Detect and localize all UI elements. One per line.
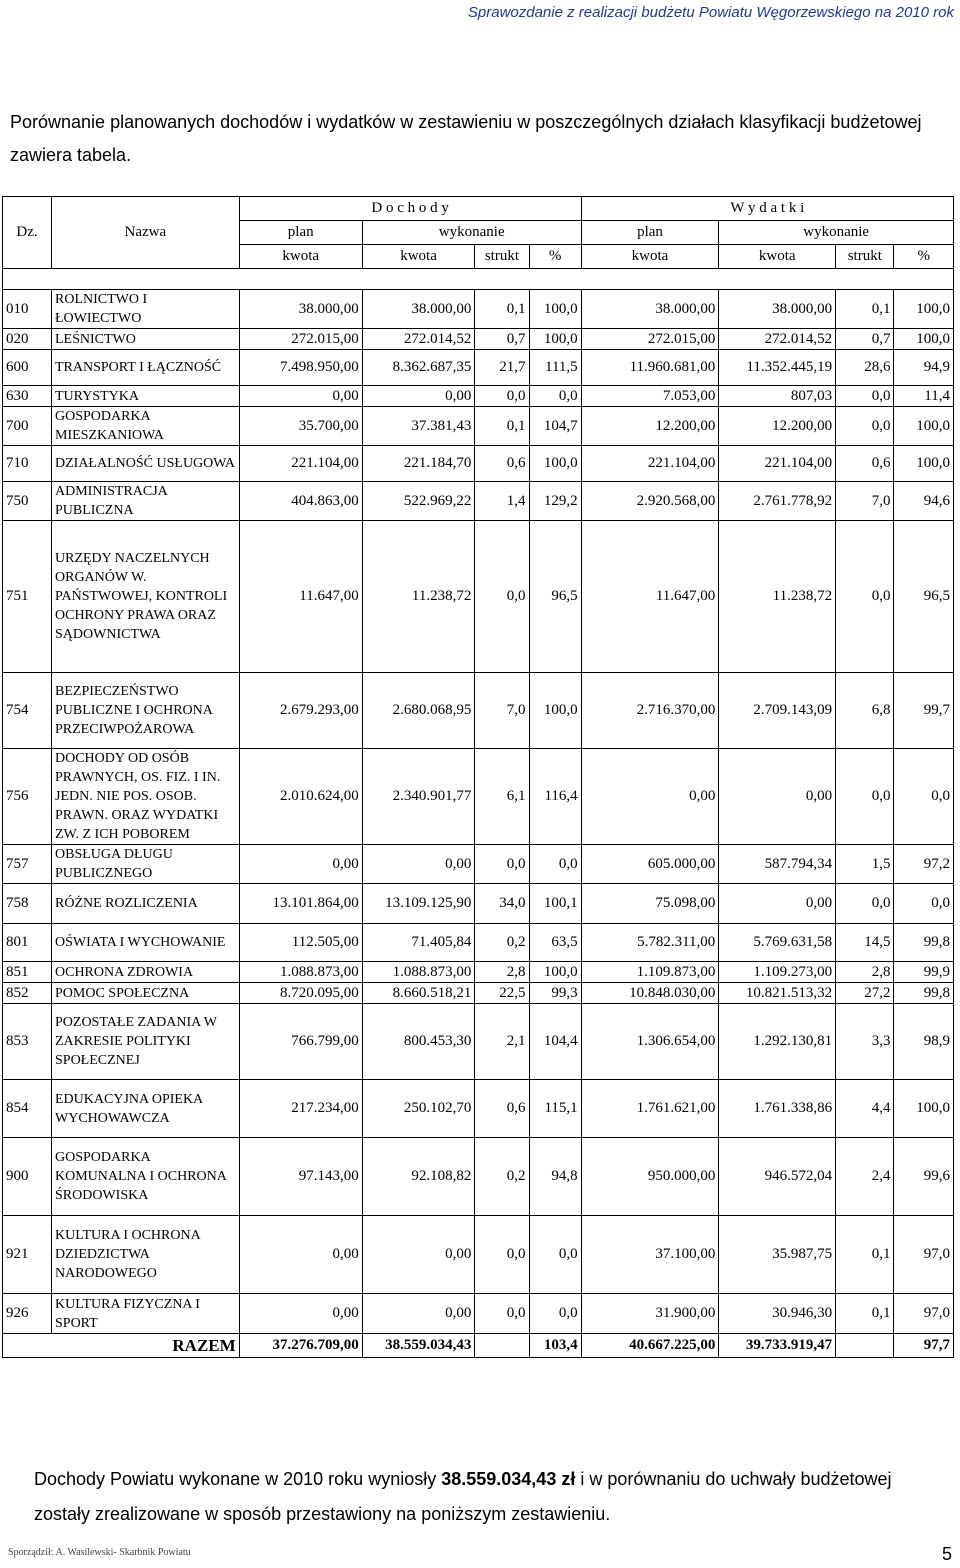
table-row — [3, 386, 954, 407]
table-row — [3, 446, 954, 482]
budget-comparison-table — [2, 196, 954, 1358]
row-w-plan: 37.100,00 — [581, 1216, 719, 1294]
row-d-plan: 221.104,00 — [239, 446, 362, 482]
row-name: DOCHODY OD OSÓB PRAWNYCH, OS. FIZ. I IN. JEDN. NIE POS. OSOB. PRAWN. ORAZ WYDATKI ZW. Z ICH POBOREM — [52, 749, 240, 845]
header-w-wykonanie: wykonanie — [719, 221, 954, 245]
row-d-str: 0,0 — [475, 521, 529, 673]
row-d-str: 2,8 — [475, 962, 529, 983]
row-w-plan: 2.920.568,00 — [581, 482, 719, 521]
row-d-plan: 0,00 — [239, 386, 362, 407]
row-w-plan: 11.647,00 — [581, 521, 719, 673]
row-w-wyk: 35.987,75 — [719, 1216, 836, 1294]
intro-paragraph: Porównanie planowanych dochodów i wydatków w zestawieniu w poszczególnych działach klasyfikacji budżetowej zawiera tabela. — [10, 112, 922, 165]
row-d-pct: 104,4 — [529, 1004, 581, 1080]
spacer-row — [3, 269, 954, 290]
row-d-pct: 63,5 — [529, 924, 581, 962]
page-number: 5 — [941, 1544, 952, 1564]
summary-text-before: Dochody Powiatu wykonane w 2010 roku wyniosły — [34, 1469, 442, 1489]
row-w-wyk: 0,00 — [719, 884, 836, 924]
table-row — [3, 884, 954, 924]
row-d-wyk: 2.340.901,77 — [362, 749, 475, 845]
row-d-str: 2,1 — [475, 1004, 529, 1080]
row-dz: 700 — [3, 407, 52, 446]
row-w-str: 0,0 — [836, 521, 894, 673]
row-w-wyk: 11.238,72 — [719, 521, 836, 673]
table-row — [3, 407, 954, 446]
header-w-strukt: strukt — [836, 245, 894, 269]
row-w-plan: 950.000,00 — [581, 1138, 719, 1216]
row-d-pct: 116,4 — [529, 749, 581, 845]
row-w-str: 0,0 — [836, 884, 894, 924]
row-name: POMOC SPOŁECZNA — [52, 983, 240, 1004]
total-w-str — [836, 1334, 894, 1358]
row-d-str: 0,7 — [475, 329, 529, 350]
row-w-str: 0,0 — [836, 749, 894, 845]
row-w-pct: 98,9 — [894, 1004, 954, 1080]
row-d-wyk: 92.108,82 — [362, 1138, 475, 1216]
row-d-pct: 100,0 — [529, 673, 581, 749]
row-d-pct: 100,1 — [529, 884, 581, 924]
row-w-plan: 10.848.030,00 — [581, 983, 719, 1004]
row-name: LEŚNICTWO — [52, 329, 240, 350]
row-dz: 900 — [3, 1138, 52, 1216]
row-w-plan: 272.015,00 — [581, 329, 719, 350]
total-w-plan: 40.667.225,00 — [581, 1334, 719, 1358]
row-name: RÓŻNE ROZLICZENIA — [52, 884, 240, 924]
row-w-pct: 99,7 — [894, 673, 954, 749]
row-dz: 921 — [3, 1216, 52, 1294]
row-name: ADMINISTRACJA PUBLICZNA — [52, 482, 240, 521]
header-d-wykonanie: wykonanie — [362, 221, 581, 245]
row-w-pct: 99,6 — [894, 1138, 954, 1216]
header-w-plan-kwota: kwota — [581, 245, 719, 269]
row-name: GOSPODARKA KOMUNALNA I OCHRONA ŚRODOWISKA — [52, 1138, 240, 1216]
table-body — [3, 269, 954, 1334]
row-w-str: 14,5 — [836, 924, 894, 962]
row-d-pct: 104,7 — [529, 407, 581, 446]
row-w-pct: 100,0 — [894, 446, 954, 482]
row-w-str: 6,8 — [836, 673, 894, 749]
header-d-plan-kwota: kwota — [239, 245, 362, 269]
row-d-wyk: 0,00 — [362, 845, 475, 884]
row-d-plan: 112.505,00 — [239, 924, 362, 962]
row-d-pct: 100,0 — [529, 446, 581, 482]
row-d-plan: 13.101.864,00 — [239, 884, 362, 924]
row-w-plan: 1.109.873,00 — [581, 962, 719, 983]
row-name: KULTURA FIZYCZNA I SPORT — [52, 1294, 240, 1334]
table-row — [3, 749, 954, 845]
row-w-wyk: 807,03 — [719, 386, 836, 407]
row-w-plan: 221.104,00 — [581, 446, 719, 482]
row-dz: 758 — [3, 884, 52, 924]
total-d-wyk: 38.559.034,43 — [362, 1334, 475, 1358]
table-row — [3, 845, 954, 884]
header-d-wyk-kwota: kwota — [362, 245, 475, 269]
row-d-pct: 96,5 — [529, 521, 581, 673]
row-w-plan: 31.900,00 — [581, 1294, 719, 1334]
total-d-plan: 37.276.709,00 — [239, 1334, 362, 1358]
row-name: URZĘDY NACZELNYCH ORGANÓW W. PAŃSTWOWEJ, KONTROLI OCHRONY PRAWA ORAZ SĄDOWNICTWA — [52, 521, 240, 673]
row-w-plan: 5.782.311,00 — [581, 924, 719, 962]
table-row — [3, 1294, 954, 1334]
row-d-str: 21,7 — [475, 350, 529, 386]
row-d-str: 0,1 — [475, 407, 529, 446]
total-d-pct: 103,4 — [529, 1334, 581, 1358]
row-d-wyk: 38.000,00 — [362, 290, 475, 329]
row-w-plan: 11.960.681,00 — [581, 350, 719, 386]
row-w-wyk: 946.572,04 — [719, 1138, 836, 1216]
row-w-wyk: 30.946,30 — [719, 1294, 836, 1334]
row-d-wyk: 8.362.687,35 — [362, 350, 475, 386]
row-w-plan: 75.098,00 — [581, 884, 719, 924]
header-w-wyk-kwota: kwota — [719, 245, 836, 269]
row-d-plan: 1.088.873,00 — [239, 962, 362, 983]
row-dz: 801 — [3, 924, 52, 962]
table-row — [3, 673, 954, 749]
row-d-str: 6,1 — [475, 749, 529, 845]
row-d-plan: 8.720.095,00 — [239, 983, 362, 1004]
row-d-plan: 0,00 — [239, 845, 362, 884]
row-d-plan: 272.015,00 — [239, 329, 362, 350]
row-d-plan: 97.143,00 — [239, 1138, 362, 1216]
row-w-wyk: 0,00 — [719, 749, 836, 845]
row-d-str: 0,0 — [475, 845, 529, 884]
row-w-pct: 100,0 — [894, 290, 954, 329]
table-row — [3, 329, 954, 350]
row-name: DZIAŁALNOŚĆ USŁUGOWA — [52, 446, 240, 482]
table-row — [3, 1216, 954, 1294]
row-d-wyk: 11.238,72 — [362, 521, 475, 673]
row-w-str: 0,1 — [836, 1294, 894, 1334]
row-w-wyk: 1.292.130,81 — [719, 1004, 836, 1080]
row-dz: 600 — [3, 350, 52, 386]
row-d-str: 0,0 — [475, 386, 529, 407]
header-dz: Dz. — [3, 197, 52, 269]
row-w-str: 0,0 — [836, 407, 894, 446]
row-w-pct: 96,5 — [894, 521, 954, 673]
row-dz: 851 — [3, 962, 52, 983]
row-d-plan: 2.010.624,00 — [239, 749, 362, 845]
header-nazwa: Nazwa — [52, 197, 240, 269]
row-d-pct: 0,0 — [529, 386, 581, 407]
header-wydatki: W y d a t k i — [581, 197, 953, 221]
row-dz: 754 — [3, 673, 52, 749]
row-d-wyk: 0,00 — [362, 1216, 475, 1294]
row-d-plan: 766.799,00 — [239, 1004, 362, 1080]
total-row — [3, 1334, 954, 1358]
row-d-plan: 7.498.950,00 — [239, 350, 362, 386]
row-d-wyk: 0,00 — [362, 386, 475, 407]
row-dz: 757 — [3, 845, 52, 884]
row-d-plan: 2.679.293,00 — [239, 673, 362, 749]
row-d-pct: 115,1 — [529, 1080, 581, 1138]
row-d-wyk: 1.088.873,00 — [362, 962, 475, 983]
row-dz: 756 — [3, 749, 52, 845]
row-d-pct: 129,2 — [529, 482, 581, 521]
row-w-str: 0,7 — [836, 329, 894, 350]
row-dz: 020 — [3, 329, 52, 350]
row-d-str: 7,0 — [475, 673, 529, 749]
total-w-pct: 97,7 — [894, 1334, 954, 1358]
row-w-pct: 97,0 — [894, 1294, 954, 1334]
row-d-str: 0,6 — [475, 1080, 529, 1138]
header-d-strukt: strukt — [475, 245, 529, 269]
summary-text-after: i w porównaniu do uchwały budżetowej zostały zrealizowane w sposób przestawiony na poniższym zestawieniu. — [34, 1469, 892, 1524]
row-w-pct: 100,0 — [894, 1080, 954, 1138]
row-d-wyk: 8.660.518,21 — [362, 983, 475, 1004]
row-w-pct: 99,9 — [894, 962, 954, 983]
row-w-wyk: 587.794,34 — [719, 845, 836, 884]
row-d-str: 0,2 — [475, 1138, 529, 1216]
header-w-plan: plan — [581, 221, 719, 245]
row-w-wyk: 11.352.445,19 — [719, 350, 836, 386]
row-w-plan: 1.306.654,00 — [581, 1004, 719, 1080]
row-w-wyk: 2.761.778,92 — [719, 482, 836, 521]
table-row — [3, 924, 954, 962]
row-d-str: 0,0 — [475, 1294, 529, 1334]
summary-amount: 38.559.034,43 zł — [441, 1469, 576, 1489]
table-row — [3, 962, 954, 983]
row-w-wyk: 1.109.273,00 — [719, 962, 836, 983]
row-name: POZOSTAŁE ZADANIA W ZAKRESIE POLITYKI SPOŁECZNEJ — [52, 1004, 240, 1080]
header-d-procent: % — [529, 245, 581, 269]
total-d-str — [475, 1334, 529, 1358]
row-d-wyk: 250.102,70 — [362, 1080, 475, 1138]
row-d-wyk: 13.109.125,90 — [362, 884, 475, 924]
row-name: ROLNICTWO I ŁOWIECTWO — [52, 290, 240, 329]
row-d-str: 0,6 — [475, 446, 529, 482]
table-row — [3, 1004, 954, 1080]
row-dz: 926 — [3, 1294, 52, 1334]
row-w-wyk: 1.761.338,86 — [719, 1080, 836, 1138]
row-w-str: 27,2 — [836, 983, 894, 1004]
row-dz: 854 — [3, 1080, 52, 1138]
header-d-plan: plan — [239, 221, 362, 245]
row-w-str: 0,1 — [836, 290, 894, 329]
row-w-pct: 99,8 — [894, 983, 954, 1004]
row-d-plan: 0,00 — [239, 1294, 362, 1334]
row-dz: 010 — [3, 290, 52, 329]
total-w-wyk: 39.733.919,47 — [719, 1334, 836, 1358]
row-w-pct: 100,0 — [894, 407, 954, 446]
row-name: BEZPIECZEŃSTWO PUBLICZNE I OCHRONA PRZECIWPOŻAROWA — [52, 673, 240, 749]
row-d-str: 22,5 — [475, 983, 529, 1004]
row-d-plan: 404.863,00 — [239, 482, 362, 521]
row-d-plan: 38.000,00 — [239, 290, 362, 329]
row-w-pct: 94,6 — [894, 482, 954, 521]
row-d-wyk: 221.184,70 — [362, 446, 475, 482]
row-w-str: 28,6 — [836, 350, 894, 386]
row-d-pct: 0,0 — [529, 845, 581, 884]
row-d-wyk: 272.014,52 — [362, 329, 475, 350]
row-w-wyk: 10.821.513,32 — [719, 983, 836, 1004]
row-w-str: 7,0 — [836, 482, 894, 521]
row-name: OBSŁUGA DŁUGU PUBLICZNEGO — [52, 845, 240, 884]
row-w-plan: 12.200,00 — [581, 407, 719, 446]
row-w-str: 4,4 — [836, 1080, 894, 1138]
header-dochody: D o c h o d y — [239, 197, 581, 221]
row-w-str: 1,5 — [836, 845, 894, 884]
header-w-procent: % — [894, 245, 954, 269]
table-total — [3, 1334, 954, 1358]
row-d-wyk: 71.405,84 — [362, 924, 475, 962]
table-row — [3, 521, 954, 673]
total-label: RAZEM — [3, 1334, 240, 1358]
row-d-plan: 217.234,00 — [239, 1080, 362, 1138]
table-row — [3, 1080, 954, 1138]
row-w-pct: 11,4 — [894, 386, 954, 407]
row-d-str: 34,0 — [475, 884, 529, 924]
row-name: TRANSPORT I ŁĄCZNOŚĆ — [52, 350, 240, 386]
table-row — [3, 1138, 954, 1216]
row-name: TURYSTYKA — [52, 386, 240, 407]
row-dz: 751 — [3, 521, 52, 673]
table-row — [3, 350, 954, 386]
row-dz: 750 — [3, 482, 52, 521]
row-w-pct: 97,2 — [894, 845, 954, 884]
row-dz: 853 — [3, 1004, 52, 1080]
row-w-pct: 0,0 — [894, 749, 954, 845]
row-d-str: 0,2 — [475, 924, 529, 962]
table-row — [3, 983, 954, 1004]
table-row — [3, 290, 954, 329]
row-d-wyk: 37.381,43 — [362, 407, 475, 446]
row-w-pct: 100,0 — [894, 329, 954, 350]
row-w-str: 0,6 — [836, 446, 894, 482]
table-row — [3, 482, 954, 521]
row-w-wyk: 38.000,00 — [719, 290, 836, 329]
row-d-str: 0,0 — [475, 1216, 529, 1294]
row-w-pct: 94,9 — [894, 350, 954, 386]
row-w-str: 2,4 — [836, 1138, 894, 1216]
row-w-wyk: 272.014,52 — [719, 329, 836, 350]
row-dz: 852 — [3, 983, 52, 1004]
row-w-plan: 0,00 — [581, 749, 719, 845]
row-w-plan: 2.716.370,00 — [581, 673, 719, 749]
row-name: OŚWIATA I WYCHOWANIE — [52, 924, 240, 962]
row-name: OCHRONA ZDROWIA — [52, 962, 240, 983]
row-w-wyk: 221.104,00 — [719, 446, 836, 482]
row-d-plan: 35.700,00 — [239, 407, 362, 446]
row-w-plan: 38.000,00 — [581, 290, 719, 329]
row-w-str: 3,3 — [836, 1004, 894, 1080]
row-w-pct: 0,0 — [894, 884, 954, 924]
row-d-str: 1,4 — [475, 482, 529, 521]
row-w-plan: 7.053,00 — [581, 386, 719, 407]
row-d-pct: 0,0 — [529, 1216, 581, 1294]
row-w-str: 0,1 — [836, 1216, 894, 1294]
row-w-plan: 1.761.621,00 — [581, 1080, 719, 1138]
row-w-str: 0,0 — [836, 386, 894, 407]
row-d-wyk: 0,00 — [362, 1294, 475, 1334]
footer-credit: Sporządził: A. Wasilewski- Skarbnik Powiatu — [8, 1547, 191, 1558]
table-header — [3, 197, 954, 269]
row-d-plan: 11.647,00 — [239, 521, 362, 673]
report-title-header: Sprawozdanie z realizacji budżetu Powiatu Węgorzewskiego na 2010 rok — [467, 4, 954, 21]
row-d-pct: 99,3 — [529, 983, 581, 1004]
row-d-pct: 0,0 — [529, 1294, 581, 1334]
row-dz: 710 — [3, 446, 52, 482]
row-w-wyk: 2.709.143,09 — [719, 673, 836, 749]
row-w-str: 2,8 — [836, 962, 894, 983]
row-d-wyk: 800.453,30 — [362, 1004, 475, 1080]
row-w-pct: 99,8 — [894, 924, 954, 962]
row-w-wyk: 12.200,00 — [719, 407, 836, 446]
row-d-pct: 100,0 — [529, 329, 581, 350]
row-w-plan: 605.000,00 — [581, 845, 719, 884]
row-dz: 630 — [3, 386, 52, 407]
summary-paragraph — [34, 1462, 934, 1532]
row-d-pct: 100,0 — [529, 962, 581, 983]
row-w-pct: 97,0 — [894, 1216, 954, 1294]
row-d-pct: 100,0 — [529, 290, 581, 329]
row-w-wyk: 5.769.631,58 — [719, 924, 836, 962]
row-name: EDUKACYJNA OPIEKA WYCHOWAWCZA — [52, 1080, 240, 1138]
row-d-plan: 0,00 — [239, 1216, 362, 1294]
row-d-pct: 111,5 — [529, 350, 581, 386]
row-name: GOSPODARKA MIESZKANIOWA — [52, 407, 240, 446]
row-name: KULTURA I OCHRONA DZIEDZICTWA NARODOWEGO — [52, 1216, 240, 1294]
row-d-wyk: 522.969,22 — [362, 482, 475, 521]
row-d-pct: 94,8 — [529, 1138, 581, 1216]
row-d-wyk: 2.680.068,95 — [362, 673, 475, 749]
row-d-str: 0,1 — [475, 290, 529, 329]
